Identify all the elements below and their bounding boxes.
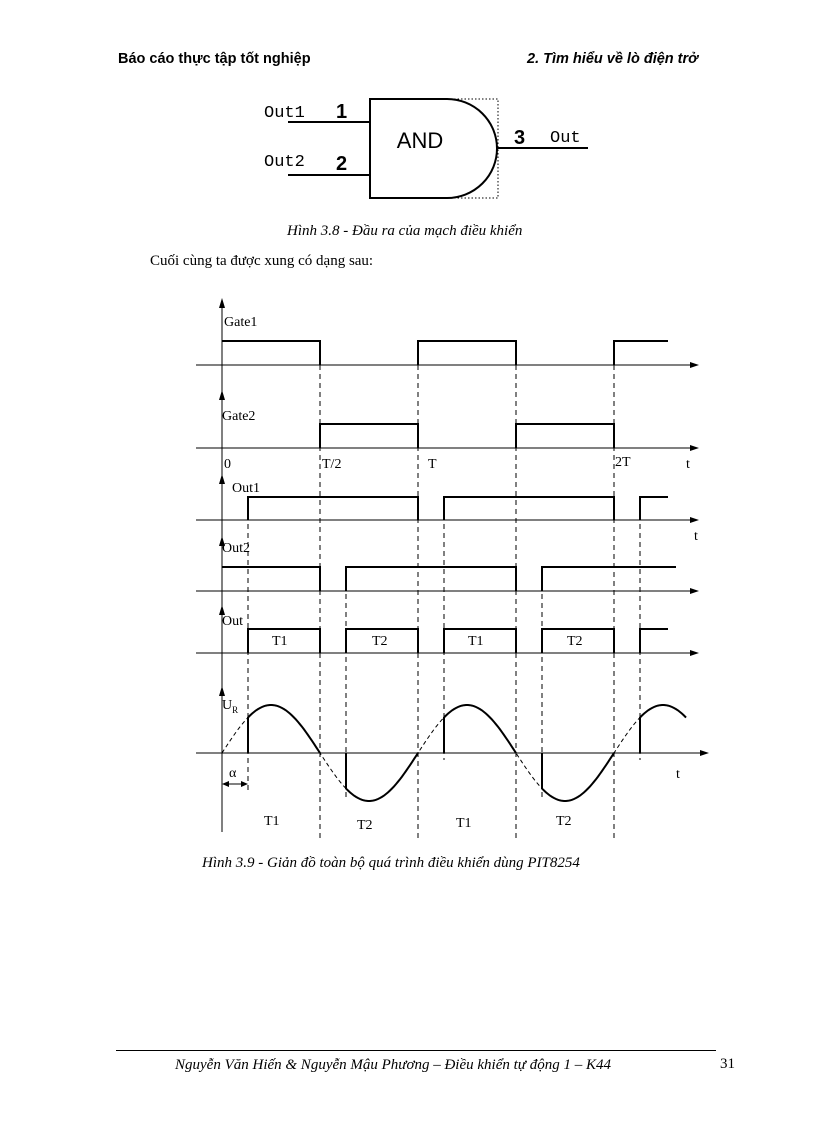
t-label-ur: t: [676, 767, 680, 782]
pulse-label-2: T2: [372, 634, 388, 649]
alpha-label: α: [229, 766, 237, 781]
pin2-label: 2: [336, 153, 348, 175]
gate2-label: Gate2: [222, 409, 256, 424]
pulse-label-1: T1: [272, 634, 288, 649]
out2-wave: [222, 567, 320, 591]
header-right: 2. Tìm hiểu về lò điện trở: [527, 51, 698, 67]
bottom-label-1: T1: [264, 814, 280, 829]
gate1-wave: [222, 341, 320, 365]
footer-text: Nguyễn Văn Hiến & Nguyễn Mậu Phương – Điều khiển tự động 1 – K44: [175, 1057, 611, 1073]
time-mark-2t: 2T: [615, 455, 631, 470]
input2-name: Out2: [264, 153, 305, 172]
pulse-label-3: T1: [468, 634, 484, 649]
out-label: Out: [222, 614, 243, 629]
ur-label: $U_R$: [222, 698, 239, 715]
bottom-label-4: T2: [556, 814, 572, 829]
gate1-label: Gate1: [224, 315, 258, 330]
time-mark-t: T: [428, 457, 437, 472]
out1-wave: [248, 497, 418, 520]
page-number: 31: [720, 1056, 735, 1072]
alpha-arrow: [222, 781, 248, 787]
figure-3-8-caption: Hình 3.8 - Đầu ra của mạch điều khiển: [287, 223, 523, 239]
input1-name: Out1: [264, 104, 305, 123]
out1-label: Out1: [232, 481, 260, 496]
bottom-label-3: T1: [456, 816, 472, 831]
time-guides: [248, 365, 640, 840]
t-label-out1: t: [694, 529, 698, 544]
intro-text: Cuối cùng ta được xung có dạng sau:: [150, 253, 374, 269]
pulse-label-4: T2: [567, 634, 583, 649]
gate-label: AND: [396, 128, 444, 153]
time-mark-0: 0: [224, 457, 231, 472]
pin1-label: 1: [336, 101, 348, 123]
figure-3-9-caption: Hình 3.9 - Giản đồ toàn bộ quá trình điều khiển dùng PIT8254: [202, 855, 580, 871]
pin3-label: 3: [514, 127, 526, 149]
t-label-gate2: t: [686, 457, 690, 472]
header-left: Báo cáo thực tập tốt nghiệp: [118, 51, 311, 67]
gate2-wave: [320, 424, 418, 448]
time-mark-half: T/2: [322, 457, 342, 472]
output-name: Out: [550, 129, 581, 148]
footer-rule: [116, 1050, 716, 1051]
out2-label: Out2: [222, 541, 250, 556]
bottom-label-2: T2: [357, 818, 373, 833]
